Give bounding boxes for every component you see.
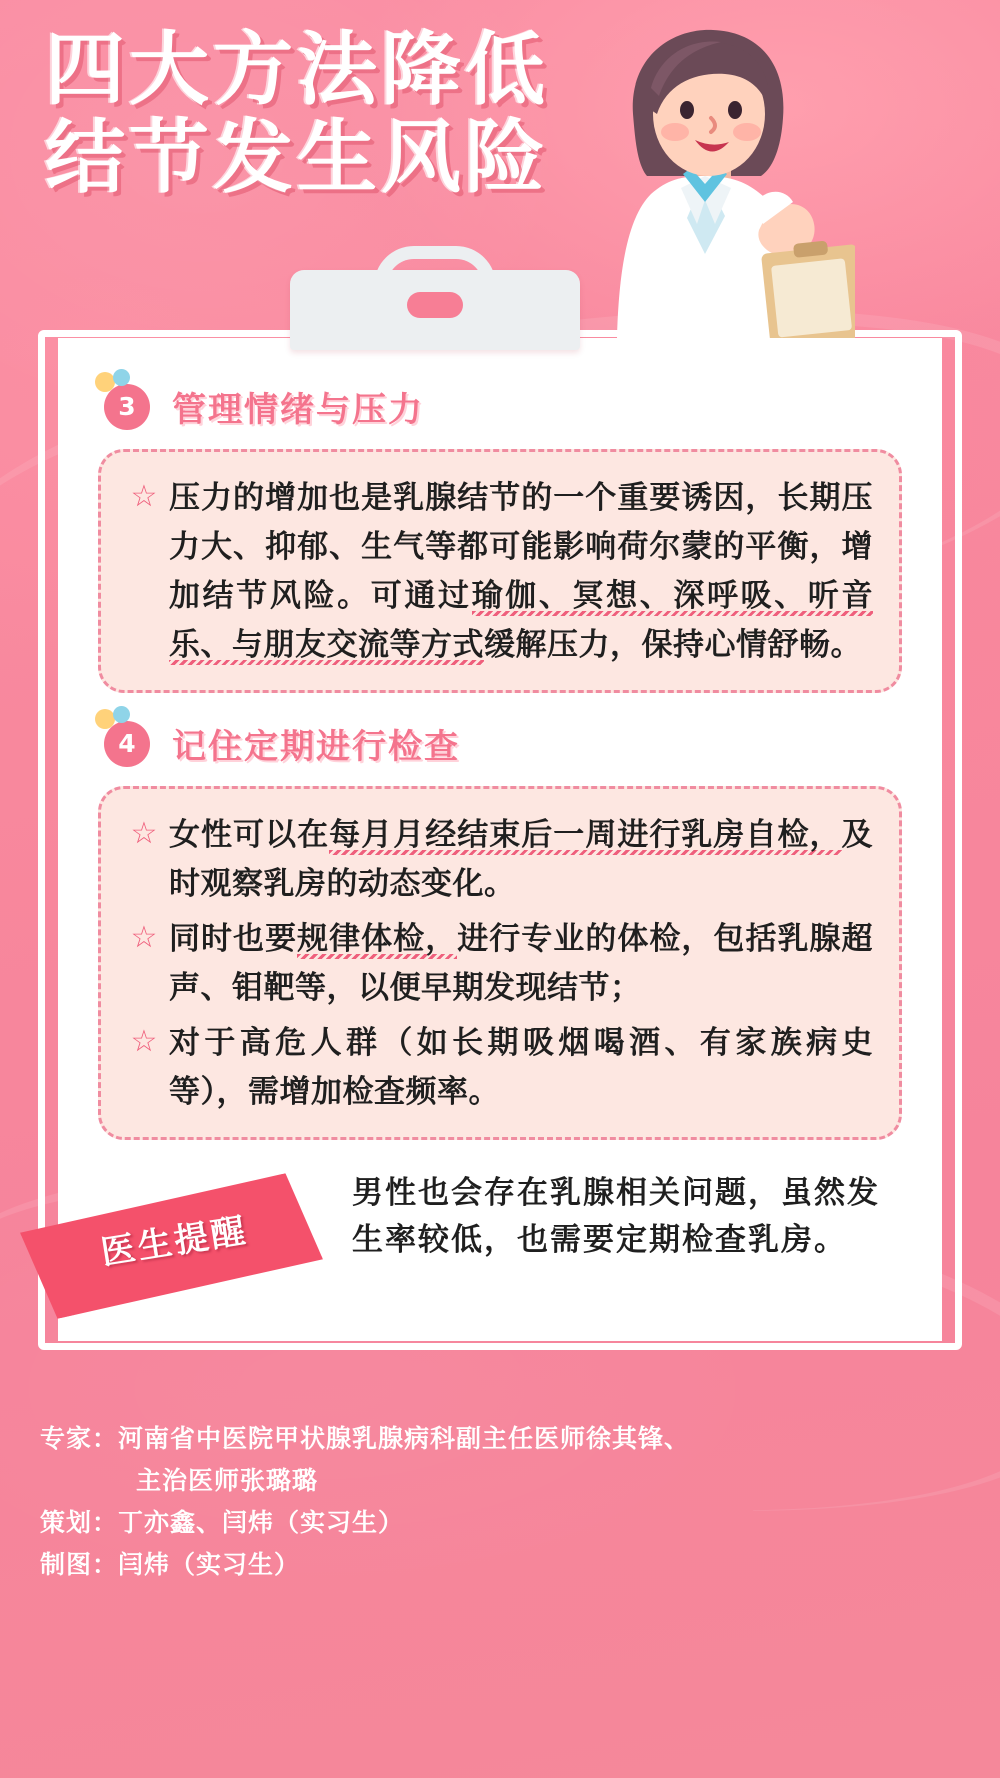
section-title-4: 记住定期进行检查 [172, 727, 460, 767]
list-item [127, 915, 873, 1013]
star-icon: ☆ [130, 1025, 158, 1058]
list-item [127, 811, 873, 909]
doctor-illustration [555, 18, 855, 348]
content-card [58, 338, 942, 1341]
title-line-2: 结节发生风险 [45, 111, 549, 204]
poster-header [0, 0, 1000, 360]
reminder-ribbon-label: 医生提醒 [98, 1210, 251, 1274]
bullet-part: 对于高危人群（如长期吸烟喝酒、有家族病史等），需增加检查频率。 [169, 1025, 873, 1110]
section-title-3: 管理情绪与压力 [172, 390, 424, 430]
bullet-part: 同时也要 [169, 921, 298, 957]
bullet-text [169, 474, 873, 670]
section-header-4 [104, 719, 906, 768]
section-header-3 [104, 382, 906, 431]
bullet-part: 及时观察乳房的动态变化。 [169, 817, 874, 902]
reminder-text: 男性也会存在乳腺相关问题，虽然发生率较低，也需要定期检查乳房。 [352, 1175, 880, 1258]
credit-line: 制图：闫炜（实习生） [40, 1550, 301, 1579]
bullet-part-underlined: 规律体检， [297, 921, 458, 957]
section-body-4 [98, 786, 902, 1140]
bullet-part: 女性可以在 [169, 817, 330, 853]
clipboard-clip [290, 270, 580, 350]
star-icon: ☆ [130, 480, 158, 513]
section-number-badge-4: 4 [104, 721, 150, 767]
section-body-3 [98, 449, 902, 693]
credit-line: 策划：丁亦鑫、闫炜（实习生） [40, 1508, 405, 1537]
bullet-part-underlined: 每月月经结束后一周进行乳房自检， [329, 817, 842, 853]
page-title [45, 23, 549, 204]
bullet-part: 压力的增加也是乳腺结节的一个重要诱因，长期压力大、抑郁、生气等都可能影响荷尔蒙的平衡，增加结节风险。可通过 [169, 480, 873, 614]
list-item [127, 474, 873, 670]
bullet-part: 缓解压力，保持心情舒畅。 [484, 627, 862, 663]
credits-block [40, 1418, 940, 1586]
doctor-reminder [94, 1170, 906, 1320]
bullet-part: 进行专业的体检，包括乳腺超声、钼靶等，以便早期发现结节； [169, 921, 874, 1006]
bullet-part-underlined: 瑜伽、冥想、深呼吸、听音乐、与朋友交流等方式 [169, 578, 873, 663]
credit-line: 专家：河南省中医院甲状腺乳腺病科副主任医师徐其锋、 [40, 1424, 691, 1453]
bullet-text [169, 1019, 873, 1117]
star-icon: ☆ [130, 921, 158, 954]
bullet-text [169, 915, 873, 1013]
credit-line: 主治医师张璐璐 [136, 1466, 319, 1495]
clip-dot [407, 292, 463, 318]
bullet-text [169, 811, 873, 909]
list-item [127, 1019, 873, 1117]
star-icon: ☆ [130, 817, 158, 850]
title-line-1: 四大方法降低 [45, 23, 549, 116]
section-number-badge-3: 3 [104, 384, 150, 430]
